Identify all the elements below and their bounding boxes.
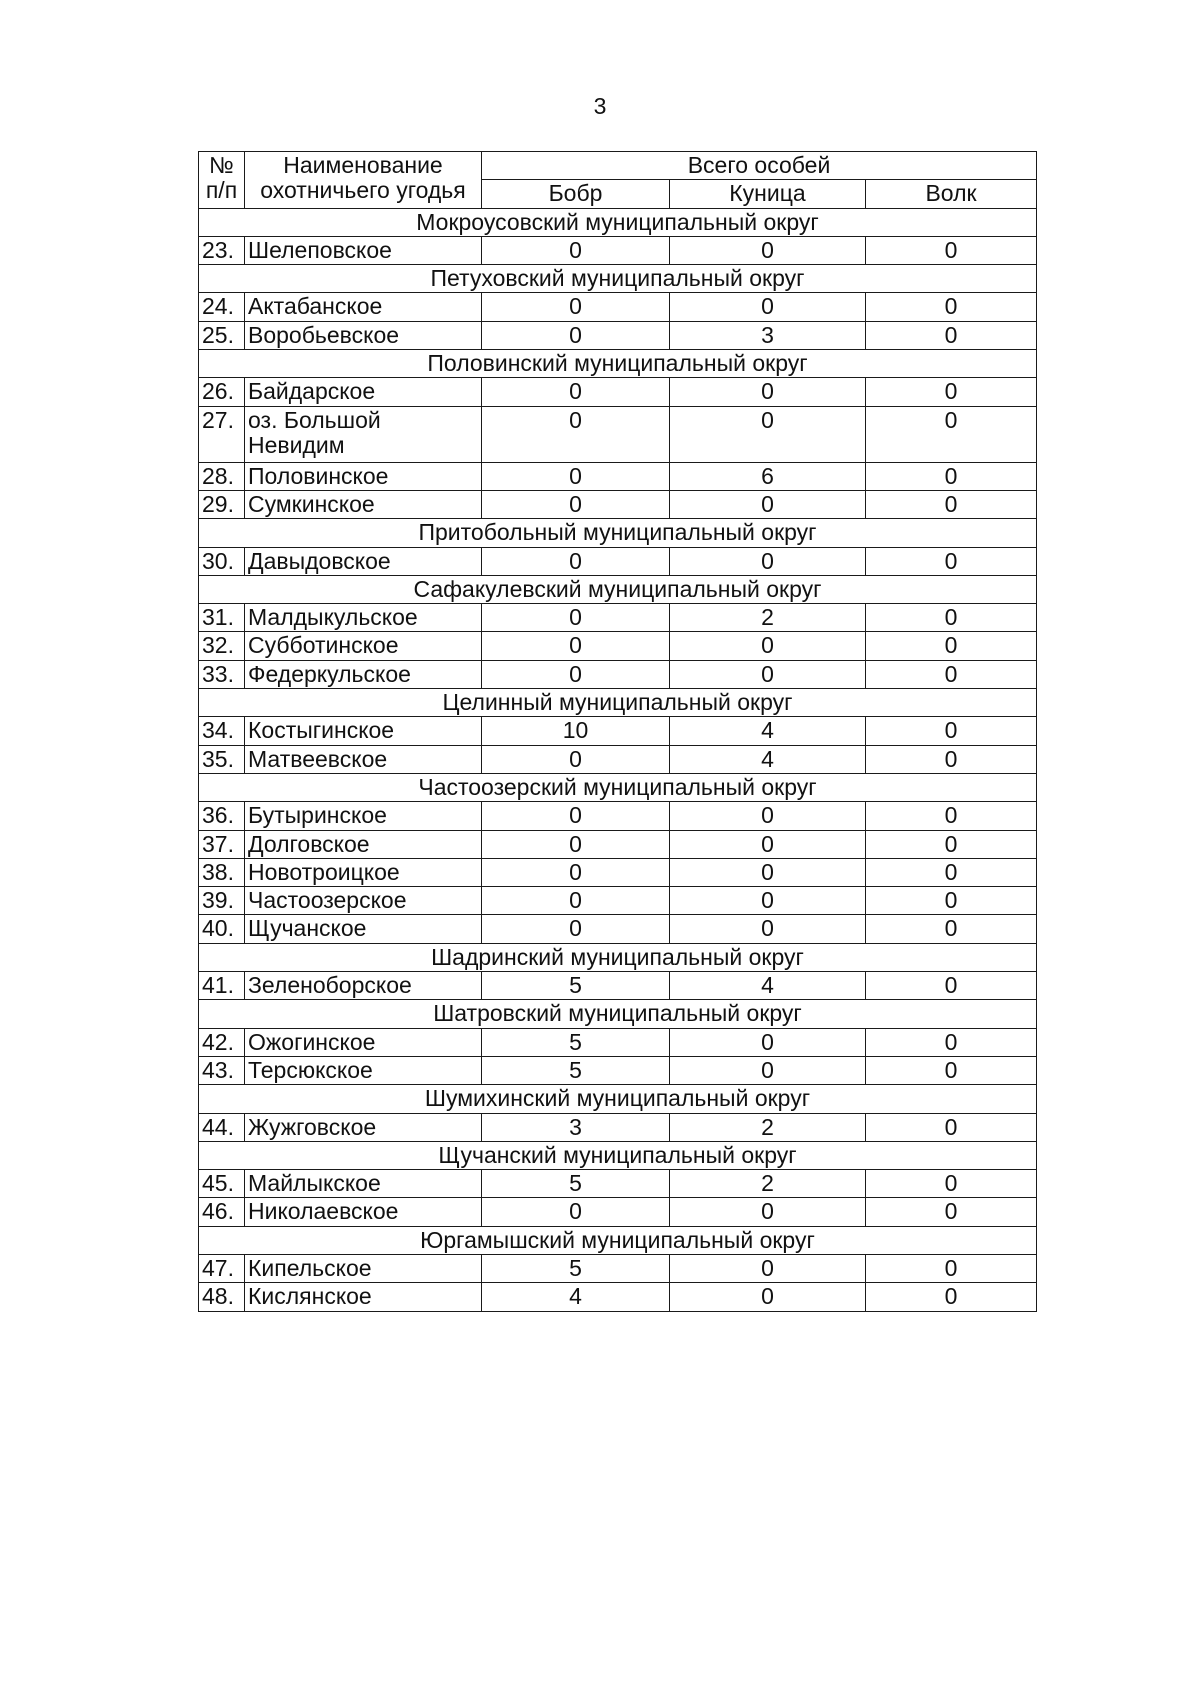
hunting-ground-name: Зеленоборское [245, 972, 482, 1000]
table-row [199, 236, 1037, 264]
beaver-count: 0 [482, 802, 670, 830]
row-number: 23. [199, 236, 245, 264]
row-number: 45. [199, 1170, 245, 1198]
row-number: 48. [199, 1283, 245, 1311]
table-row [199, 1113, 1037, 1141]
beaver-count: 0 [482, 1198, 670, 1226]
beaver-count: 4 [482, 1283, 670, 1311]
page-number: 3 [593, 93, 607, 119]
section-row [199, 1085, 1037, 1113]
hunting-ground-name: Актабанское [245, 293, 482, 321]
section-title: Притобольный муниципальный округ [199, 519, 1037, 547]
row-number: 47. [199, 1254, 245, 1282]
section-row [199, 1141, 1037, 1169]
table-body [199, 208, 1037, 1311]
hunting-ground-name: Майлыкское [245, 1170, 482, 1198]
wolf-count: 0 [866, 1170, 1037, 1198]
section-row [199, 773, 1037, 801]
hunting-ground-name: Ожогинское [245, 1028, 482, 1056]
beaver-count: 5 [482, 1170, 670, 1198]
marten-count: 4 [670, 972, 866, 1000]
section-title: Юргамышский муниципальный округ [199, 1226, 1037, 1254]
row-number: 29. [199, 490, 245, 518]
hunting-ground-name: Шелеповское [245, 236, 482, 264]
beaver-count: 5 [482, 972, 670, 1000]
beaver-count: 0 [482, 887, 670, 915]
row-number: 46. [199, 1198, 245, 1226]
hunting-ground-name: Николаевское [245, 1198, 482, 1226]
section-title: Частоозерский муниципальный округ [199, 773, 1037, 801]
wolf-count: 0 [866, 1254, 1037, 1282]
wolf-count: 0 [866, 406, 1037, 462]
wolf-count: 0 [866, 378, 1037, 406]
table-row [199, 490, 1037, 518]
hunting-ground-name: Долговское [245, 830, 482, 858]
beaver-count: 10 [482, 717, 670, 745]
hunting-ground-name: Малдыкульское [245, 604, 482, 632]
section-row [199, 350, 1037, 378]
section-title: Мокроусовский муниципальный округ [199, 208, 1037, 236]
beaver-count: 5 [482, 1028, 670, 1056]
hunting-grounds-table [198, 151, 1037, 1312]
row-number: 37. [199, 830, 245, 858]
marten-count: 0 [670, 830, 866, 858]
row-number: 42. [199, 1028, 245, 1056]
table-row [199, 632, 1037, 660]
beaver-count: 5 [482, 1254, 670, 1282]
table-row [199, 604, 1037, 632]
beaver-count: 0 [482, 293, 670, 321]
row-number: 38. [199, 858, 245, 886]
table-header [199, 152, 1037, 209]
hunting-ground-name: Щучанское [245, 915, 482, 943]
beaver-count: 0 [482, 236, 670, 264]
table-row [199, 1056, 1037, 1084]
beaver-count: 0 [482, 745, 670, 773]
header-num: № п/п [199, 152, 245, 209]
row-number: 25. [199, 321, 245, 349]
beaver-count: 3 [482, 1113, 670, 1141]
hunting-ground-name: Бутыринское [245, 802, 482, 830]
beaver-count: 5 [482, 1056, 670, 1084]
marten-count: 0 [670, 547, 866, 575]
hunting-ground-name: Воробьевское [245, 321, 482, 349]
marten-count: 4 [670, 745, 866, 773]
row-number: 28. [199, 462, 245, 490]
beaver-count: 0 [482, 462, 670, 490]
table-row [199, 887, 1037, 915]
table-row [199, 547, 1037, 575]
wolf-count: 0 [866, 745, 1037, 773]
wolf-count: 0 [866, 293, 1037, 321]
beaver-count: 0 [482, 632, 670, 660]
beaver-count: 0 [482, 858, 670, 886]
table-row [199, 858, 1037, 886]
hunting-ground-name: оз. Большой Невидим [245, 406, 482, 462]
marten-count: 0 [670, 887, 866, 915]
section-row [199, 1226, 1037, 1254]
wolf-count: 0 [866, 1113, 1037, 1141]
marten-count: 0 [670, 490, 866, 518]
marten-count: 0 [670, 236, 866, 264]
row-number: 44. [199, 1113, 245, 1141]
hunting-ground-name: Федеркульское [245, 660, 482, 688]
row-number: 24. [199, 293, 245, 321]
section-title: Петуховский муниципальный округ [199, 265, 1037, 293]
section-row [199, 575, 1037, 603]
marten-count: 0 [670, 632, 866, 660]
table-row [199, 915, 1037, 943]
section-row [199, 208, 1037, 236]
marten-count: 2 [670, 1170, 866, 1198]
table-row [199, 406, 1037, 462]
wolf-count: 0 [866, 717, 1037, 745]
beaver-count: 0 [482, 547, 670, 575]
table-row [199, 1028, 1037, 1056]
header-wolf: Волк [866, 180, 1037, 208]
beaver-count: 0 [482, 321, 670, 349]
row-number: 35. [199, 745, 245, 773]
beaver-count: 0 [482, 378, 670, 406]
table-row [199, 293, 1037, 321]
wolf-count: 0 [866, 830, 1037, 858]
section-row [199, 943, 1037, 971]
wolf-count: 0 [866, 632, 1037, 660]
header-marten: Куница [670, 180, 866, 208]
table-row [199, 1170, 1037, 1198]
marten-count: 0 [670, 1283, 866, 1311]
table-row [199, 660, 1037, 688]
table-row [199, 462, 1037, 490]
row-number: 33. [199, 660, 245, 688]
marten-count: 2 [670, 604, 866, 632]
wolf-count: 0 [866, 660, 1037, 688]
marten-count: 0 [670, 406, 866, 462]
row-number: 32. [199, 632, 245, 660]
marten-count: 0 [670, 1056, 866, 1084]
hunting-ground-name: Сумкинское [245, 490, 482, 518]
wolf-count: 0 [866, 972, 1037, 1000]
section-row [199, 689, 1037, 717]
marten-count: 0 [670, 293, 866, 321]
marten-count: 3 [670, 321, 866, 349]
header-name: Наименование охотничьего угодья [245, 152, 482, 209]
row-number: 41. [199, 972, 245, 1000]
hunting-ground-name: Костыгинское [245, 717, 482, 745]
wolf-count: 0 [866, 1028, 1037, 1056]
table-row [199, 1198, 1037, 1226]
section-row [199, 265, 1037, 293]
beaver-count: 0 [482, 406, 670, 462]
marten-count: 6 [670, 462, 866, 490]
section-row [199, 1000, 1037, 1028]
wolf-count: 0 [866, 1056, 1037, 1084]
wolf-count: 0 [866, 236, 1037, 264]
wolf-count: 0 [866, 915, 1037, 943]
row-number: 40. [199, 915, 245, 943]
table-row [199, 378, 1037, 406]
hunting-ground-name: Байдарское [245, 378, 482, 406]
table-row [199, 802, 1037, 830]
marten-count: 0 [670, 802, 866, 830]
beaver-count: 0 [482, 490, 670, 518]
section-title: Половинский муниципальный округ [199, 350, 1037, 378]
hunting-ground-name: Частоозерское [245, 887, 482, 915]
hunting-ground-name: Субботинское [245, 632, 482, 660]
table-row [199, 745, 1037, 773]
row-number: 26. [199, 378, 245, 406]
beaver-count: 0 [482, 830, 670, 858]
marten-count: 0 [670, 660, 866, 688]
row-number: 43. [199, 1056, 245, 1084]
section-title: Сафакулевский муниципальный округ [199, 575, 1037, 603]
row-number: 31. [199, 604, 245, 632]
row-number: 27. [199, 406, 245, 462]
hunting-ground-name: Терсюкское [245, 1056, 482, 1084]
beaver-count: 0 [482, 915, 670, 943]
table-row [199, 1283, 1037, 1311]
marten-count: 0 [670, 915, 866, 943]
section-title: Шадринский муниципальный округ [199, 943, 1037, 971]
row-number: 36. [199, 802, 245, 830]
wolf-count: 0 [866, 547, 1037, 575]
marten-count: 2 [670, 1113, 866, 1141]
wolf-count: 0 [866, 1283, 1037, 1311]
header-beaver: Бобр [482, 180, 670, 208]
wolf-count: 0 [866, 321, 1037, 349]
hunting-ground-name: Жужговское [245, 1113, 482, 1141]
row-number: 39. [199, 887, 245, 915]
beaver-count: 0 [482, 604, 670, 632]
table-row [199, 830, 1037, 858]
hunting-ground-name: Кипельское [245, 1254, 482, 1282]
table-row [199, 717, 1037, 745]
hunting-ground-name: Кислянское [245, 1283, 482, 1311]
marten-count: 0 [670, 858, 866, 886]
wolf-count: 0 [866, 858, 1037, 886]
wolf-count: 0 [866, 490, 1037, 518]
hunting-ground-name: Матвеевское [245, 745, 482, 773]
wolf-count: 0 [866, 887, 1037, 915]
hunting-ground-name: Давыдовское [245, 547, 482, 575]
section-row [199, 519, 1037, 547]
wolf-count: 0 [866, 1198, 1037, 1226]
table-row [199, 972, 1037, 1000]
row-number: 30. [199, 547, 245, 575]
wolf-count: 0 [866, 802, 1037, 830]
header-total: Всего особей [482, 152, 1037, 180]
row-number: 34. [199, 717, 245, 745]
beaver-count: 0 [482, 660, 670, 688]
marten-count: 0 [670, 1028, 866, 1056]
section-title: Шатровский муниципальный округ [199, 1000, 1037, 1028]
marten-count: 0 [670, 1254, 866, 1282]
table-row [199, 321, 1037, 349]
section-title: Щучанский муниципальный округ [199, 1141, 1037, 1169]
hunting-ground-name: Половинское [245, 462, 482, 490]
marten-count: 0 [670, 1198, 866, 1226]
marten-count: 0 [670, 378, 866, 406]
marten-count: 4 [670, 717, 866, 745]
hunting-ground-name: Новотроицкое [245, 858, 482, 886]
section-title: Целинный муниципальный округ [199, 689, 1037, 717]
table-row [199, 1254, 1037, 1282]
section-title: Шумихинский муниципальный округ [199, 1085, 1037, 1113]
wolf-count: 0 [866, 462, 1037, 490]
wolf-count: 0 [866, 604, 1037, 632]
